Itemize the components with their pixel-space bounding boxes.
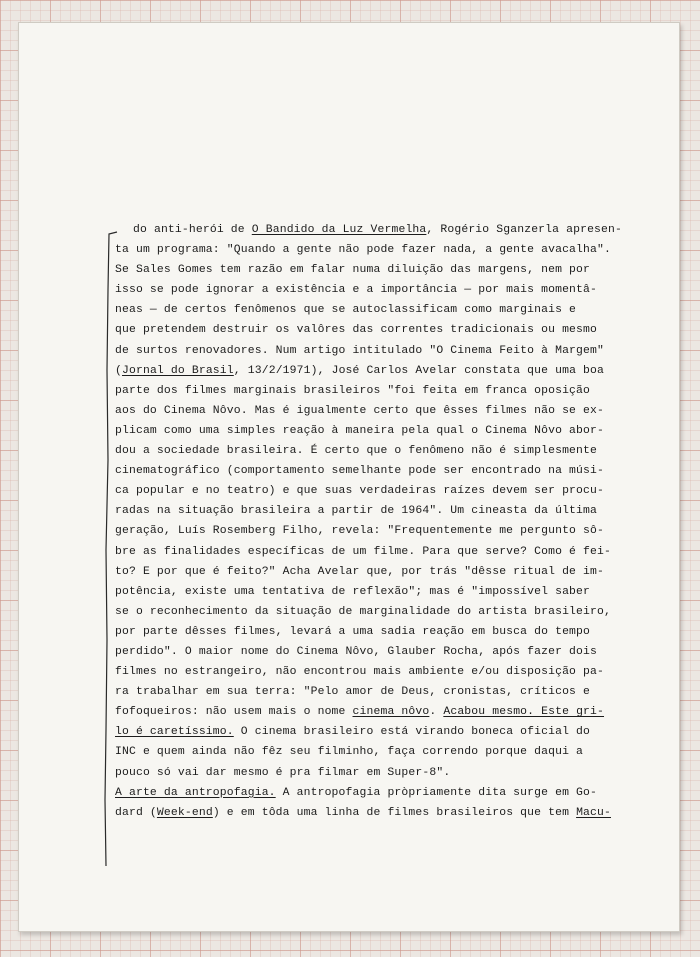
text-line (115, 320, 595, 340)
text-segment: fofoqueiros: não usem mais o nome (115, 706, 353, 719)
text-segment: , 13/2/1971), José Carlos Avelar constata que uma boa (233, 364, 605, 377)
text-segment: por parte dêsses filmes, levará a uma sadia reação em busca do tempo (115, 625, 591, 638)
text-segment: parte dos filmes marginais brasileiros "foi feita em franca oposição (115, 384, 591, 397)
text-line (115, 702, 605, 722)
underlined-text: Jornal do Brasil (122, 364, 234, 377)
text-line (115, 280, 595, 300)
underlined-text: Acabou mesmo. Este gri- (443, 706, 605, 719)
text-segment: pouco só vai dar mesmo é pra filmar em Super-8". (115, 766, 451, 779)
text-line (115, 602, 611, 622)
text-line (115, 722, 595, 742)
text-line (115, 381, 595, 401)
text-segment: potência, existe uma tentativa de reflexão"; mas é "impossível saber (115, 585, 591, 598)
text-segment: perdido". O maior nome do Cinema Nôvo, Glauber Rocha, após fazer dois (115, 645, 597, 658)
text-segment: plicam como uma simples reação à maneira pela qual o Cinema Nôvo abor- (115, 424, 604, 437)
text-line (115, 361, 605, 381)
text-segment: dard ( (115, 806, 157, 819)
text-line (115, 401, 604, 421)
text-segment: A antropofagia pròpriamente dita surge em Go- (275, 786, 598, 799)
underlined-text: Macu- (576, 806, 611, 819)
text-segment: , Rogério Sganzerla apresen- (426, 224, 622, 236)
text-segment: neas — de certos fenômenos que se autoclassificam como marginais e (115, 304, 577, 317)
text-segment: dou a sociedade brasileira. É certo que o fenômeno não é simplesmente (115, 445, 597, 458)
text-segment: to? E por que é feito?" Acha Avelar que, por trás "dêsse ritual de im- (115, 565, 604, 578)
text-segment: bre as finalidades específicas de um filme. Para que serve? Como é fei- (115, 545, 611, 558)
text-line (115, 542, 611, 562)
text-line (115, 441, 595, 461)
text-segment: O cinema brasileiro está virando boneca oficial do (233, 726, 591, 739)
text-line (115, 300, 595, 320)
text-segment: aos do Cinema Nôvo. Mas é igualmente certo que êsses filmes não se ex- (115, 404, 604, 417)
text-segment: ) e em tôda uma linha de filmes brasileiros que tem (212, 806, 577, 819)
text-segment: radas na situação brasileira a partir de 1964". Um cineasta da última (115, 505, 597, 518)
text-line (115, 461, 604, 481)
underlined-text: Week-end (156, 806, 213, 819)
underlined-text: cinema nôvo (352, 706, 430, 719)
text-segment: . (429, 706, 444, 719)
text-line (115, 341, 604, 361)
text-segment: ca popular e no teatro) e que suas verdadeiras raízes devem ser procu- (115, 485, 604, 498)
text-line (115, 742, 595, 762)
text-line (115, 240, 611, 260)
text-segment: isso se pode ignorar a existência e a importância — por mais momentâ- (115, 284, 597, 297)
text-line (115, 562, 604, 582)
text-segment: ( (115, 364, 122, 377)
underlined-text: A arte da antropofagia. (115, 786, 276, 799)
text-segment: do anti-herói de (133, 224, 252, 236)
text-segment: cinematográfico (comportamento semelhante pode ser encontrado na músi- (115, 465, 604, 478)
text-segment: geração, Luís Rosemberg Filho, revela: "Frequentemente me pergunto sô- (115, 525, 604, 538)
text-segment: ra trabalhar em sua terra: "Pelo amor de Deus, cronistas, críticos e (115, 686, 591, 699)
text-segment: INC e quem ainda não fêz seu filminho, faça correndo porque daqui a (115, 746, 584, 759)
text-line (115, 582, 595, 602)
text-segment: filmes no estrangeiro, não encontrou mais ambiente e/ou disposição pa- (115, 666, 604, 679)
text-line (115, 662, 604, 682)
underlined-text: O Bandido da Luz Vermelha (251, 224, 427, 236)
text-segment: se o reconhecimento da situação de marginalidade do artista brasileiro, (115, 605, 611, 618)
text-line (115, 481, 604, 501)
text-segment: Se Sales Gomes tem razão em falar numa diluição das margens, nem por (115, 264, 591, 277)
typewritten-text (115, 220, 622, 823)
text-line (115, 521, 604, 541)
underlined-text: lo é caretíssimo. (115, 726, 234, 739)
text-line (115, 803, 611, 823)
text-line (115, 260, 595, 280)
text-segment: ta um programa: "Quando a gente não pode fazer nada, a gente avacalha". (115, 244, 611, 257)
text-line (115, 622, 595, 642)
text-line (115, 763, 595, 783)
text-line (115, 421, 604, 441)
text-line (115, 682, 595, 702)
text-line (115, 501, 595, 521)
text-segment: de surtos renovadores. Num artigo intitulado "O Cinema Feito à Margem" (115, 344, 604, 357)
text-line (115, 220, 622, 240)
text-line (115, 783, 598, 803)
text-segment: que pretendem destruir os valôres das correntes tradicionais ou mesmo (115, 324, 597, 337)
text-line (115, 642, 595, 662)
